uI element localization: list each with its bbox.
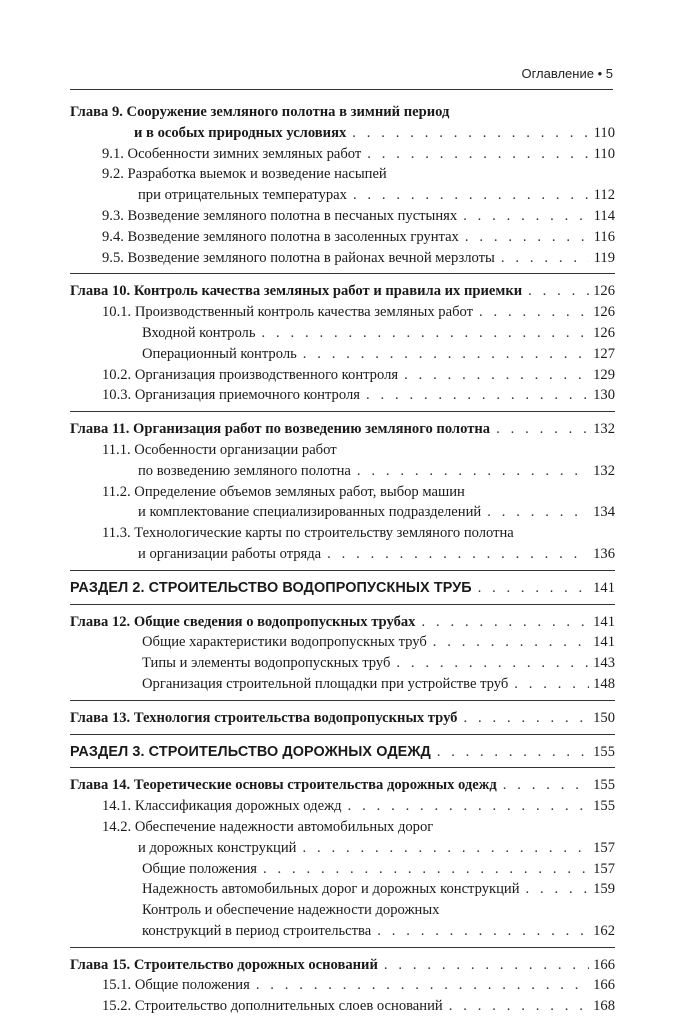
toc-line [70,144,615,165]
toc-item[interactable] [70,323,615,344]
toc-entry-title: при отрицательных температурах [138,187,347,204]
toc-entry-title: Глава 14. Теоретические основы строительства дорожных одежд [70,777,497,794]
toc-entry-title: и в особых природных условиях [134,124,347,141]
toc-entry-title: Организация строительной площадки при устройстве труб [142,675,509,692]
toc-line [70,385,615,406]
toc-chapter[interactable] [70,281,615,302]
toc-entry-title: РАЗДЕЛ 2. СТРОИТЕЛЬСТВО ВОДОПРОПУСКНЫХ ТРУБ [70,579,472,596]
toc-line [70,502,615,523]
toc-entry-title: 9.2. Разработка выемок и возведение насыпей [102,166,387,183]
toc-subsection[interactable] [70,796,615,817]
toc-entry-title: Глава 12. Общие сведения о водопропускных трубах [70,613,416,630]
toc-page-number: 141 [593,579,615,596]
toc-page-number: 129 [593,366,615,383]
toc-entry-title: Общие характеристики водопропускных труб [142,634,427,651]
toc-line [70,612,615,633]
toc-item[interactable] [70,859,615,880]
page-number: 5 [605,66,613,81]
toc-page-number: 126 [593,304,615,321]
toc-line [70,632,615,653]
dot-leader [303,344,589,365]
toc-line [70,796,615,817]
toc-entry-title: 15.1. Общие положения [102,977,250,994]
toc-page-number: 134 [593,504,615,521]
dot-leader [465,227,589,248]
page-header [70,66,613,86]
toc-item[interactable] [70,879,615,900]
toc-entry-title: Входной контроль [142,324,256,341]
dot-leader [366,385,589,406]
toc-entry-title: Общие положения [142,860,257,877]
toc-entry-title: и организации работы отряда [138,545,322,562]
toc-page-number: 148 [593,675,615,692]
toc-entry-title: Глава 9. Сооружение земляного полотна в зимний период [70,104,450,120]
toc-line [70,900,615,921]
toc-line [70,775,615,796]
dot-leader [263,859,589,880]
header-bullet: • [597,66,603,81]
toc-subsection[interactable] [70,144,615,165]
toc-entry-title: 14.1. Классификация дорожных одежд [102,798,342,815]
toc-line [70,164,615,185]
dot-leader [487,502,589,523]
toc-subsection[interactable] [70,440,615,482]
toc-page-number: 141 [593,634,615,651]
toc-page-number: 155 [593,743,615,760]
toc-line [70,461,615,482]
toc-line [70,365,615,386]
toc-page-number: 116 [593,228,615,245]
toc-page-number: 127 [593,345,615,362]
toc-line [70,281,615,302]
toc-line [70,419,615,440]
toc-chapter[interactable] [70,612,615,633]
header-rule [70,89,613,90]
toc-line [70,653,615,674]
toc-entry-title: 9.1. Особенности зимних земляных работ [102,145,362,162]
toc-line [70,996,615,1017]
dot-leader [353,185,589,206]
divider [70,767,615,768]
toc-line [70,344,615,365]
divider [70,700,615,701]
toc-page-number: 141 [593,613,615,630]
toc-entry-title: 14.2. Обеспечение надежности автомобильных дорог [102,818,434,835]
toc-subsection[interactable] [70,164,615,206]
toc-subsection[interactable] [70,482,615,524]
toc-line [70,102,615,123]
toc-line [70,742,615,763]
dot-leader [357,461,589,482]
toc-chapter[interactable] [70,955,615,976]
toc-line [70,578,615,599]
toc-page-number: 157 [593,860,615,877]
toc-entry-title: Типы и элементы водопропускных труб [142,655,391,672]
toc-page-number: 168 [593,998,615,1015]
toc-page-number: 114 [593,207,615,224]
dot-leader [479,302,589,323]
toc-line [70,323,615,344]
dot-leader [404,365,589,386]
toc-page-number: 136 [593,545,615,562]
toc-page-number: 112 [593,187,615,204]
toc-line [70,674,615,695]
toc-section[interactable] [70,578,615,599]
toc-subsection[interactable] [70,206,615,227]
dot-leader [396,653,589,674]
toc-page-number: 143 [593,655,615,672]
toc-page-number: 159 [593,881,615,898]
toc-line [70,955,615,976]
toc-page-number: 166 [593,977,615,994]
dot-leader [262,323,590,344]
toc-subsection[interactable] [70,996,615,1017]
toc-page-number: 119 [593,249,615,266]
toc-entry-title: 15.2. Строительство дополнительных слоев оснований [102,998,443,1015]
toc-page-number: 110 [593,145,615,162]
toc-page-number: 155 [593,798,615,815]
dot-leader [528,281,589,302]
toc-page-number: 132 [593,462,615,479]
toc-page-number: 162 [593,922,615,939]
divider [70,947,615,948]
toc-line [70,185,615,206]
toc-entry-title: конструкций в период строительства [142,922,372,939]
dot-leader [449,996,589,1017]
toc-entry-title: Глава 13. Технология строительства водопропускных труб [70,709,458,726]
toc-subsection[interactable] [70,817,615,859]
toc-entry-title: 9.4. Возведение земляного полотна в засоленных грунтах [102,228,459,245]
toc-line [70,227,615,248]
toc-subsection[interactable] [70,302,615,323]
toc-section[interactable] [70,742,615,763]
running-title: Оглавление [521,66,594,81]
toc-chapter[interactable] [70,708,615,729]
dot-leader [384,955,589,976]
toc-entry-title: Глава 10. Контроль качества земляных работ и правила их приемки [70,283,523,300]
toc-entry-title: 9.5. Возведение земляного полотна в районах вечной мерзлоты [102,249,495,266]
toc-subsection[interactable] [70,248,615,269]
toc-chapter[interactable] [70,419,615,440]
toc-page-number: 126 [593,324,615,341]
dot-leader [302,838,589,859]
toc-line [70,248,615,269]
toc-entry-title: Операционный контроль [142,345,297,362]
dot-leader [437,742,589,763]
dot-leader [463,206,589,227]
dot-leader [501,248,589,269]
toc-item[interactable] [70,900,615,942]
toc-entry-title: и комплектование специализированных подразделений [138,504,482,521]
toc-line [70,523,615,544]
toc-subsection[interactable] [70,523,615,565]
dot-leader [514,674,589,695]
toc-entry-title: Контроль и обеспечение надежности дорожных [142,902,440,919]
divider [70,570,615,571]
table-of-contents [70,102,615,1017]
dot-leader [377,921,589,942]
toc-page-number: 155 [593,777,615,794]
toc-entry-title: 11.1. Особенности организации работ [102,441,337,458]
dot-leader [503,775,589,796]
toc-page-number: 157 [593,839,615,856]
toc-line [70,544,615,565]
toc-line [70,206,615,227]
toc-line [70,859,615,880]
toc-chapter[interactable] [70,102,615,144]
dot-leader [367,144,589,165]
toc-subsection[interactable] [70,385,615,406]
toc-entry-title: 10.2. Организация производственного контроля [102,366,399,383]
toc-line [70,921,615,942]
toc-entry-title: 10.3. Организация приемочного контроля [102,387,360,404]
dot-leader [526,879,589,900]
dot-leader [433,632,589,653]
divider [70,273,615,274]
dot-leader [352,123,589,144]
dot-leader [421,612,589,633]
toc-line [70,975,615,996]
toc-entry-title: Глава 15. Строительство дорожных оснований [70,956,378,973]
toc-line [70,817,615,838]
divider [70,411,615,412]
toc-entry-title: Надежность автомобильных дорог и дорожных конструкций [142,881,520,898]
dot-leader [463,708,589,729]
toc-line [70,482,615,503]
dot-leader [256,975,589,996]
dot-leader [478,578,589,599]
toc-line [70,838,615,859]
dot-leader [496,419,589,440]
toc-subsection[interactable] [70,365,615,386]
toc-line [70,708,615,729]
toc-entry-title: 9.3. Возведение земляного полотна в песчаных пустынях [102,207,458,224]
toc-entry-title: и дорожных конструкций [138,839,297,856]
toc-page-number: 150 [593,709,615,726]
toc-line [70,123,615,144]
toc-entry-title: РАЗДЕЛ 3. СТРОИТЕЛЬСТВО ДОРОЖНЫХ ОДЕЖД [70,743,431,760]
divider [70,734,615,735]
toc-item[interactable] [70,632,615,653]
toc-page-number: 132 [593,421,615,438]
toc-subsection[interactable] [70,975,615,996]
toc-page-number: 130 [593,387,615,404]
toc-item[interactable] [70,653,615,674]
toc-line [70,440,615,461]
toc-entry-title: 11.2. Определение объемов земляных работ, выбор машин [102,483,465,500]
toc-entry-title: Глава 11. Организация работ по возведению земляного полотна [70,421,491,438]
toc-page-number: 126 [593,283,615,300]
dot-leader [327,544,589,565]
toc-item[interactable] [70,674,615,695]
toc-chapter[interactable] [70,775,615,796]
toc-line [70,302,615,323]
toc-item[interactable] [70,344,615,365]
toc-subsection[interactable] [70,227,615,248]
toc-page-number: 166 [593,956,615,973]
toc-entry-title: 10.1. Производственный контроль качества земляных работ [102,304,473,321]
toc-entry-title: по возведению земляного полотна [138,462,351,479]
toc-page-number: 110 [593,124,615,141]
dot-leader [348,796,589,817]
divider [70,604,615,605]
toc-line [70,879,615,900]
toc-entry-title: 11.3. Технологические карты по строительству земляного полотна [102,525,514,542]
